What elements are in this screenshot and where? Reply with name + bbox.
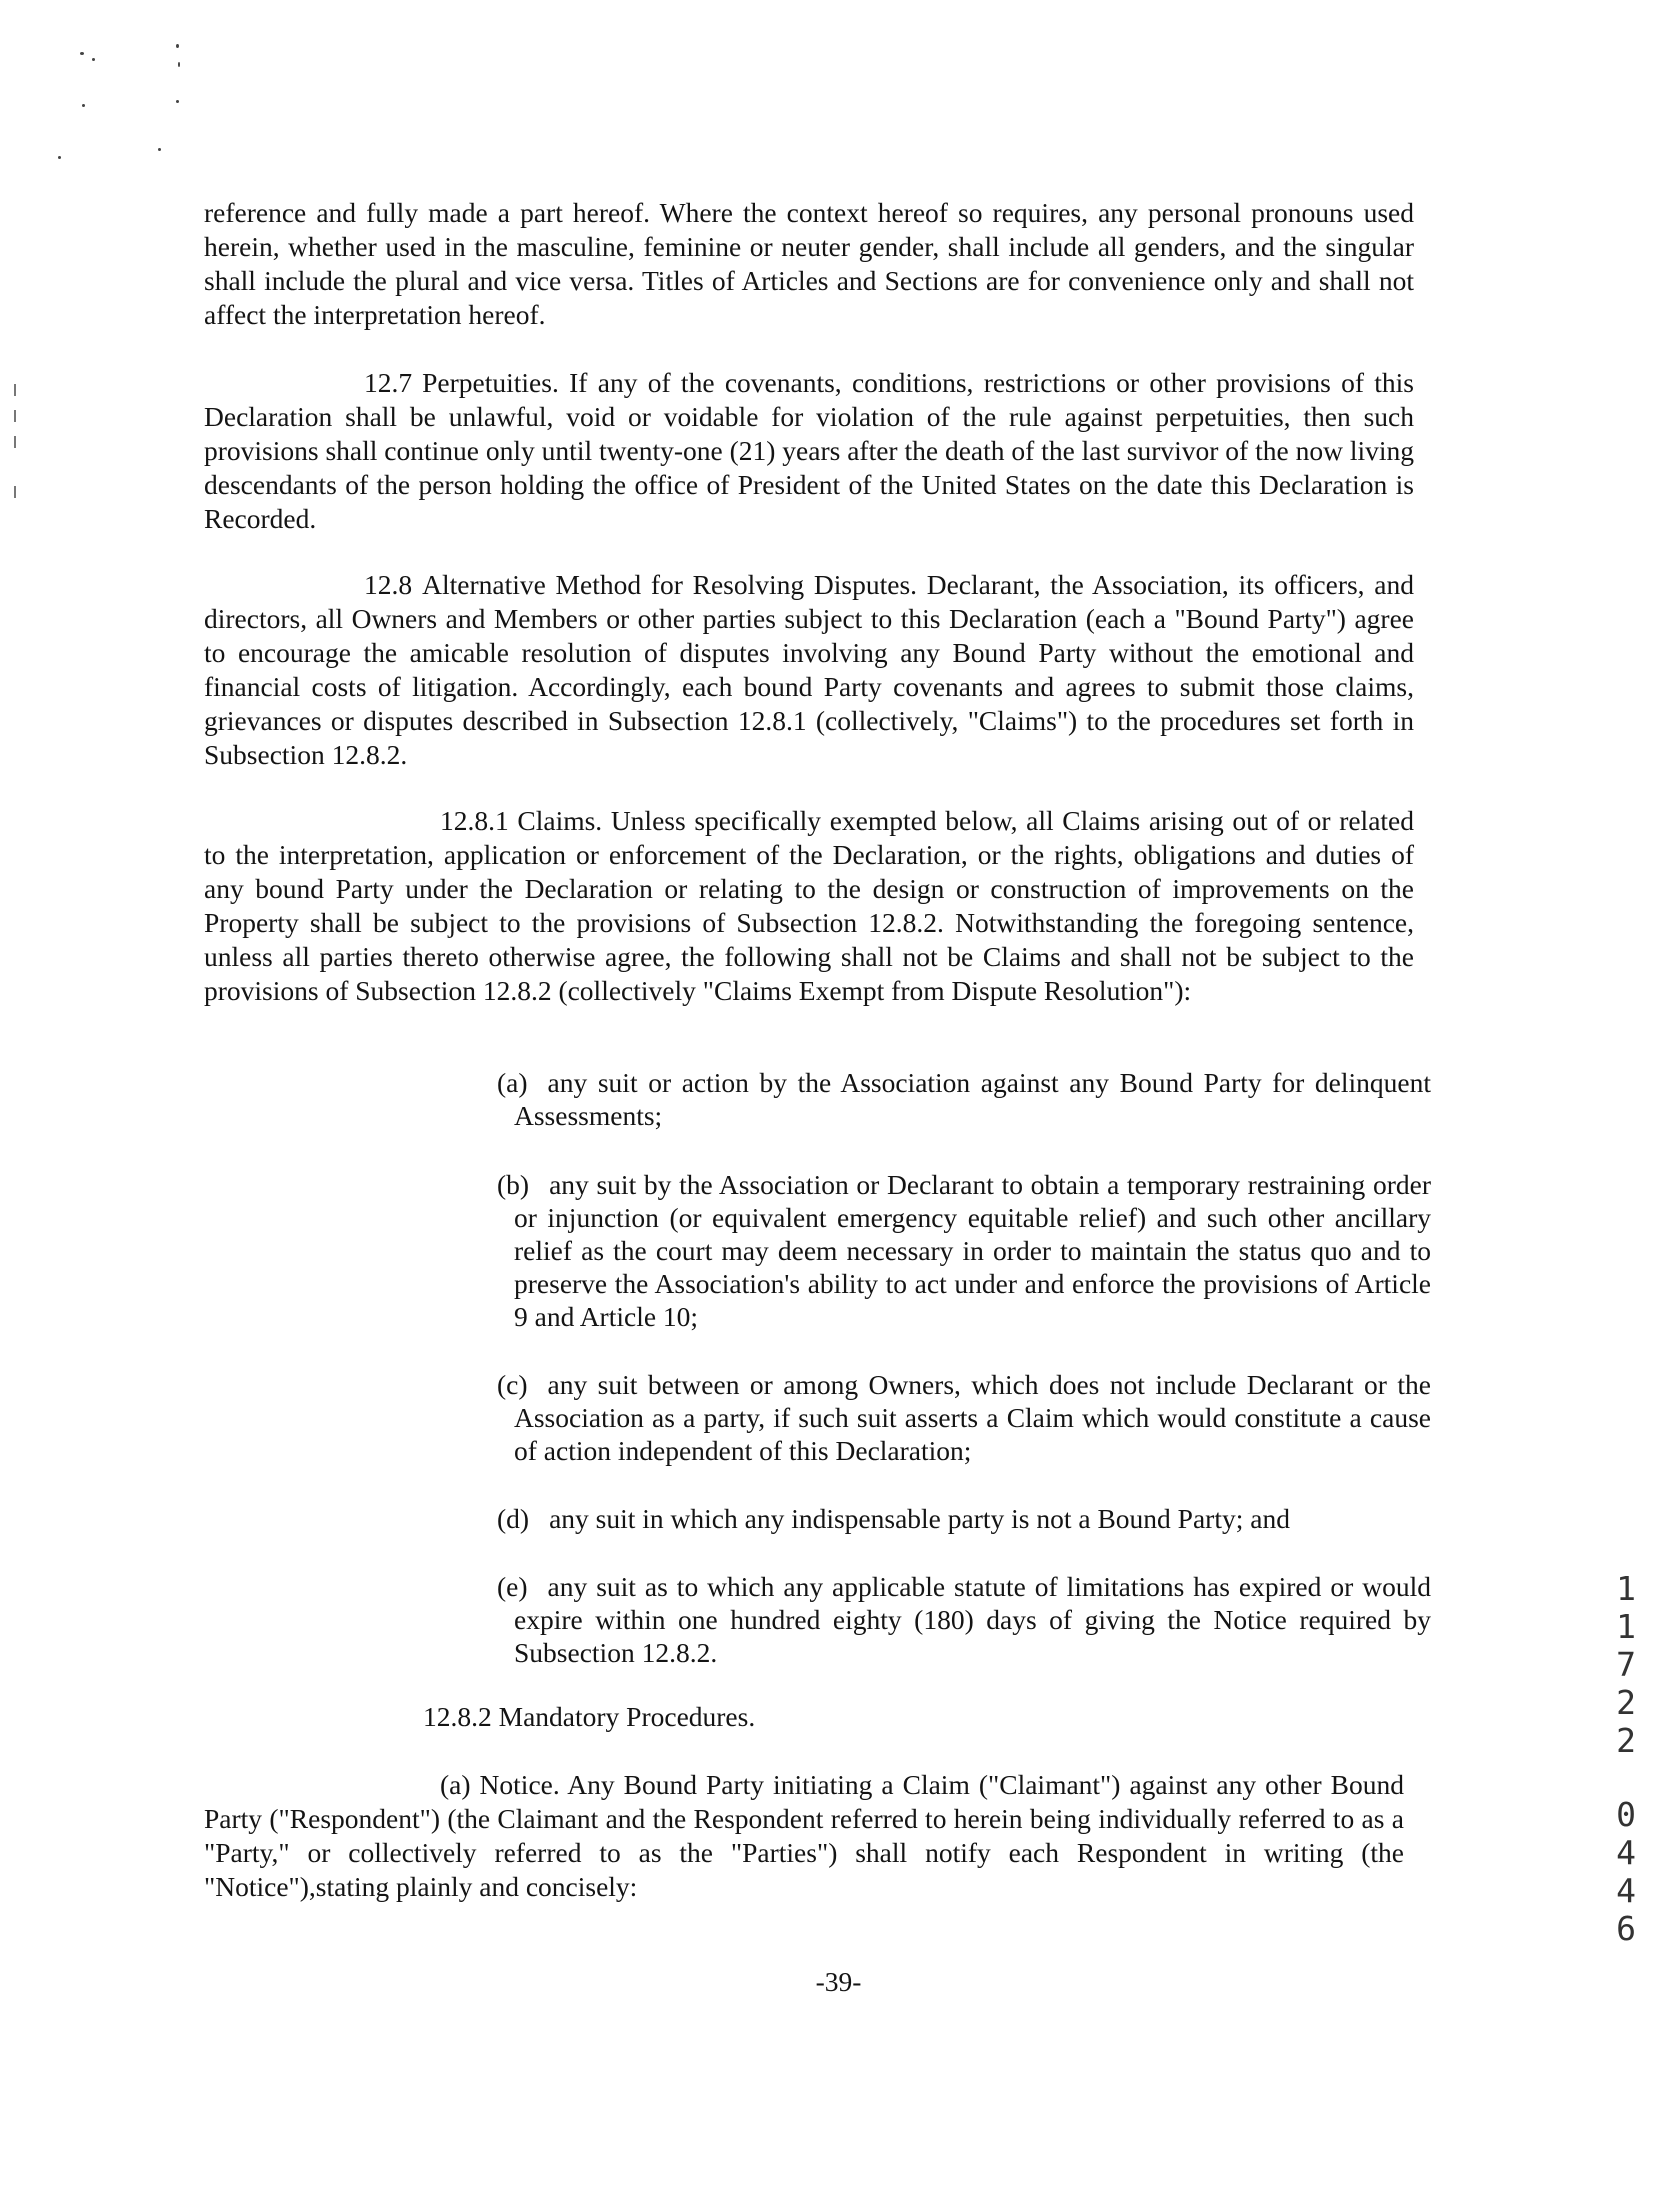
section-body: Perpetuities. If any of the covenants, conditions, restrictions or other provisions of this Declaration shall be unlawful, void or voidable for violation of the rule against perpetuities, then such provisions shall continue only until twenty-one (21) years after the death of the last survivor of the now living descendants of the person holding the office of President of the United States on the date this Declaration is Recorded. [204,367,1414,534]
stamp-digit: 2 [1616,1683,1636,1722]
exemption-item [497,1066,1431,1132]
stamp-digit: 7 [1616,1645,1636,1684]
scan-speck [176,100,179,103]
item-label: (b) [497,1169,530,1200]
exemption-item [497,1368,1431,1467]
item-text: any suit or action by the Association against any Bound Party for delinquent Assessments; [514,1067,1431,1131]
scan-speck [58,156,61,159]
item-text: any suit between or among Owners, which does not include Declarant or the Association as a party, if such suit asserts a Claim which would constitute a cause of action independent of this Declaration; [514,1369,1431,1466]
scan-speck [82,104,85,107]
stamp-digit: 6 [1616,1909,1636,1948]
stamp-digit: 1 [1616,1607,1636,1646]
section-body: Alternative Method for Resolving Disputes. Declarant, the Association, its officers, and directors, all Owners and Members or other parties subject to this Declaration (each a "Bound Party") agree to encourage the amicable resolution of disputes involving any Bound Party without the emotional and financial costs of litigation. Accordingly, each bound Party covenants and agrees to submit those claims, grievances or disputes described in Subsection 12.8.1 (collectively, "Claims") to the procedures set forth in Subsection 12.8.2. [204,569,1414,770]
scan-speck [158,148,161,151]
stamp-digit: 2 [1616,1721,1636,1760]
section-12-8-1: 12.8.1 Claims. Unless specifically exempted below, all Claims arising out of or related to the interpretation, application or enforcement of the Declaration, or the rights, obligations and duties of any bound Party under the Declaration or relating to the design or construction of improvements on the Property shall be subject to the provisions of Subsection 12.8.2. Notwithstanding the foregoing sentence, unless all parties thereto otherwise agree, the following shall not be Claims and shall not be subject to the provisions of Subsection 12.8.2 (collectively "Claims Exempt from Dispute Resolution"): [204,805,1414,1006]
document-number-stamp [1608,1570,1644,1948]
section-number: 12.8 [364,569,413,600]
exemption-item [497,1168,1431,1333]
mandatory-procedures-heading: 12.8.2 Mandatory Procedures. [423,1701,756,1732]
item-label: (c) [497,1369,528,1400]
section-number: 12.7 [364,367,413,398]
item-label: (e) [497,1571,528,1602]
scan-speck [92,58,95,61]
item-label: (d) [497,1503,530,1534]
section-12-8 [204,568,1414,772]
continuation-paragraph: reference and fully made a part hereof. Where the context hereof so requires, any personal pronouns used herein, whether used in the masculine, feminine or neuter gender, shall include all genders, and the singular shall include the plural and vice versa. Titles of Articles and Sections are for convenience only and shall not affect the interpretation hereof. [204,197,1414,330]
stamp-digit: 0 [1616,1795,1636,1834]
item-text: any suit in which any indispensable party is not a Bound Party; and [549,1503,1290,1534]
margin-tick [14,486,16,498]
notice-paragraph: (a) Notice. Any Bound Party initiating a Claim ("Claimant") against any other Bound Party ("Respondent") (the Claimant and the Respondent referred to herein being individually referred to as a "Party," or collectively referred to as the "Parties") shall notify each Respondent in writing (the "Notice"),stating plainly and concisely: [204,1769,1404,1902]
scan-speck [80,52,84,55]
margin-tick [14,436,16,448]
margin-tick [14,384,16,396]
scan-speck [178,62,180,67]
exemption-item [497,1570,1431,1669]
stamp-digit: 1 [1616,1569,1636,1608]
stamp-digit: 4 [1616,1871,1636,1910]
item-text: any suit as to which any applicable statute of limitations has expired or would expire within one hundred eighty (180) days of giving the Notice required by Subsection 12.8.2. [514,1571,1431,1668]
item-text: any suit by the Association or Declarant to obtain a temporary restraining order or injunction (or equivalent emergency equitable relief) and such other ancillary relief as the court may deem necessary in order to maintain the status quo and to preserve the Association's ability to act under and enforce the provisions of Article 9 and Article 10; [514,1169,1431,1332]
margin-tick [14,410,16,422]
scan-speck [176,44,179,48]
exemption-item [497,1502,1431,1535]
page-number: -39- [815,1966,862,1997]
stamp-gap [1608,1760,1644,1796]
item-label: (a) [497,1067,528,1098]
section-12-7 [204,366,1414,536]
stamp-digit: 4 [1616,1833,1636,1872]
